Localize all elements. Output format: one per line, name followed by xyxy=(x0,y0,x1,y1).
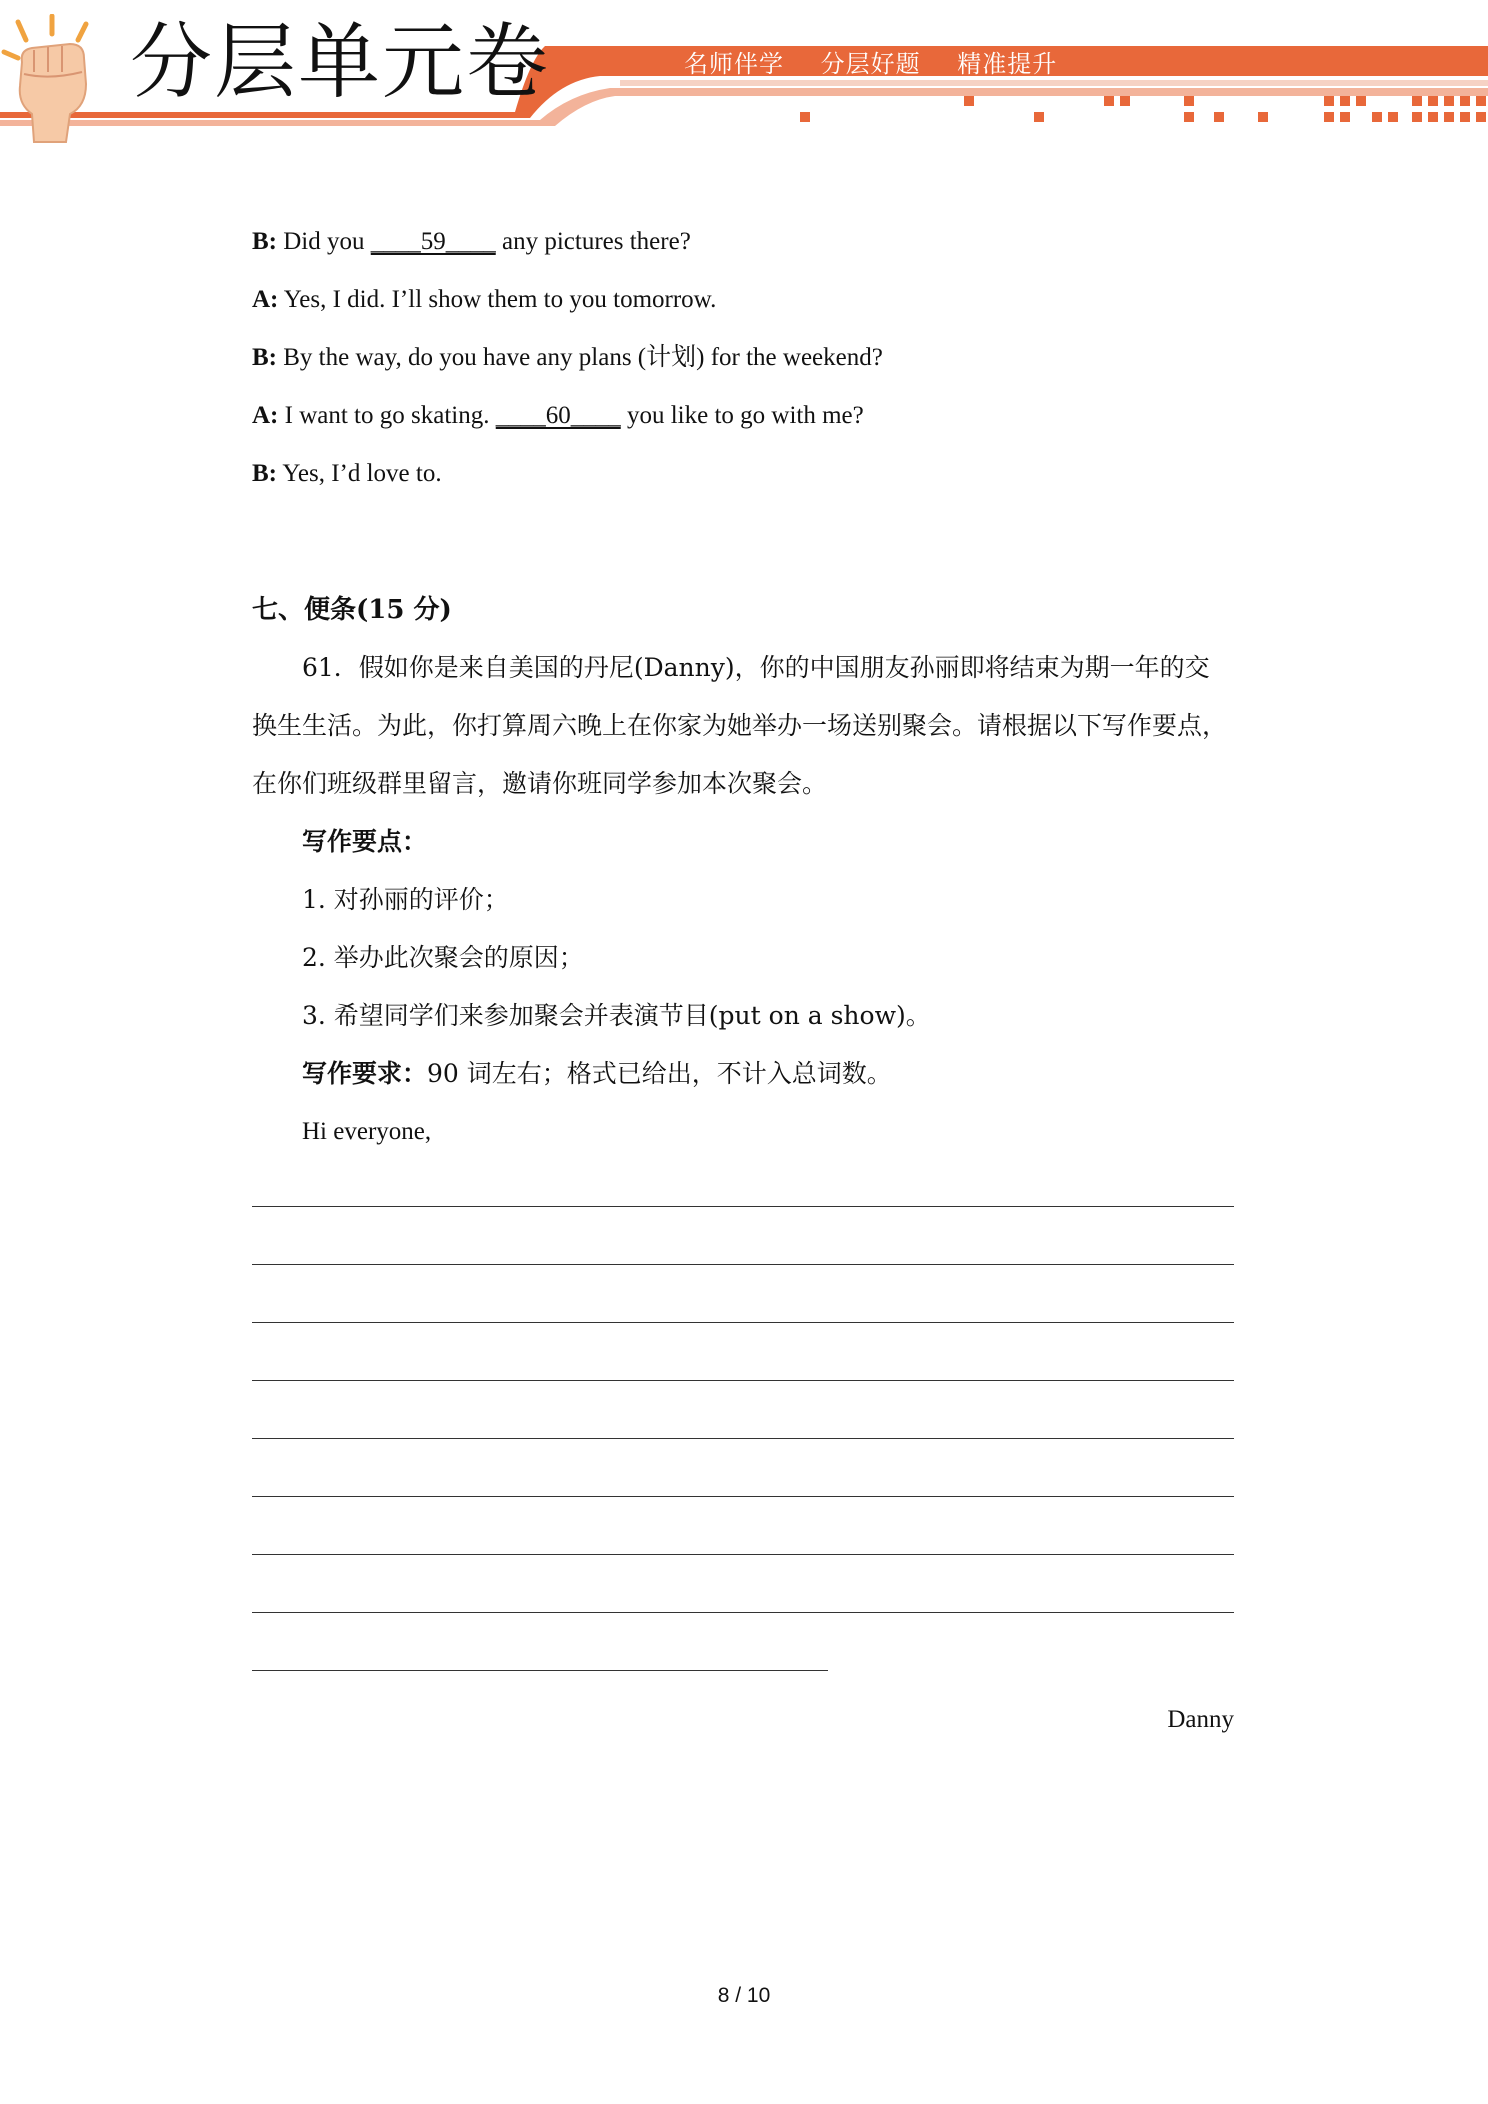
prompt-line-3: 在你们班级群里留言，邀请你班同学参加本次聚会。 xyxy=(252,769,828,798)
answer-blank-59[interactable]: ____59____ xyxy=(370,228,496,255)
dialogue-text: Yes, I did. I’ll show them to you tomorrow. xyxy=(278,286,717,313)
answer-blank-60[interactable]: ____60____ xyxy=(495,402,621,429)
dialogue-text: you like to go with me? xyxy=(620,402,864,429)
slogan-3: 精准提升 xyxy=(957,50,1058,78)
greeting: Hi everyone, xyxy=(302,1118,432,1145)
dialogue-line-1 xyxy=(252,226,691,258)
page-number: 8 / 10 xyxy=(717,1984,771,2007)
speaker-label: B: xyxy=(252,460,277,487)
writing-line-9[interactable] xyxy=(252,1670,828,1671)
point-3: 3. 希望同学们来参加聚会并表演节目(put on a show)。 xyxy=(302,1001,931,1030)
writing-line-3[interactable] xyxy=(252,1322,1234,1323)
speaker-label: B: xyxy=(252,228,277,255)
writing-line-2[interactable] xyxy=(252,1264,1234,1265)
brand-title: 分层单元卷 xyxy=(130,15,551,110)
decorative-dots xyxy=(0,0,1488,150)
section-title: 七、便条(15 分) xyxy=(252,595,452,625)
writing-line-1[interactable] xyxy=(252,1206,1234,1207)
prompt-line-2: 换生生活。为此，你打算周六晚上在你家为她举办一场送别聚会。请根据以下写作要点， xyxy=(252,711,1228,740)
speaker-label: A: xyxy=(252,286,279,313)
dialogue-line-4 xyxy=(252,400,864,432)
dialogue-line-2 xyxy=(252,284,716,316)
dialogue-text: any pictures there? xyxy=(495,228,691,255)
requirement-label: 写作要求： xyxy=(302,1059,428,1088)
slogan-1: 名师伴学 xyxy=(684,50,784,78)
writing-line-5[interactable] xyxy=(252,1438,1234,1439)
prompt-line-1: 61．假如你是来自美国的丹尼(Danny)，你的中国朋友孙丽即将结束为期一年的交 xyxy=(302,653,1210,682)
header-banner xyxy=(0,0,1488,150)
slogan-2: 分层好题 xyxy=(820,50,921,78)
writing-line-4[interactable] xyxy=(252,1380,1234,1381)
speaker-label: A: xyxy=(252,402,279,429)
point-2: 2. 举办此次聚会的原因； xyxy=(302,943,584,972)
dialogue-text: Did you xyxy=(277,228,371,255)
dialogue-text: By the way, do you have any plans (计划) for the weekend? xyxy=(277,344,883,371)
requirement-text: 90 词左右；格式已给出，不计入总词数。 xyxy=(427,1059,892,1088)
speaker-label: B: xyxy=(252,344,277,371)
writing-line-7[interactable] xyxy=(252,1554,1234,1555)
requirement xyxy=(302,1058,892,1090)
points-title: 写作要点： xyxy=(302,827,428,856)
dialogue-text: I want to go skating. xyxy=(278,402,496,429)
writing-line-6[interactable] xyxy=(252,1496,1234,1497)
dialogue-text: Yes, I’d love to. xyxy=(277,460,442,487)
signature: Danny xyxy=(1167,1706,1234,1733)
point-1: 1. 对孙丽的评价； xyxy=(302,885,509,914)
dialogue-line-3 xyxy=(252,342,883,374)
dialogue-line-5 xyxy=(252,458,442,490)
writing-line-8[interactable] xyxy=(252,1612,1234,1613)
